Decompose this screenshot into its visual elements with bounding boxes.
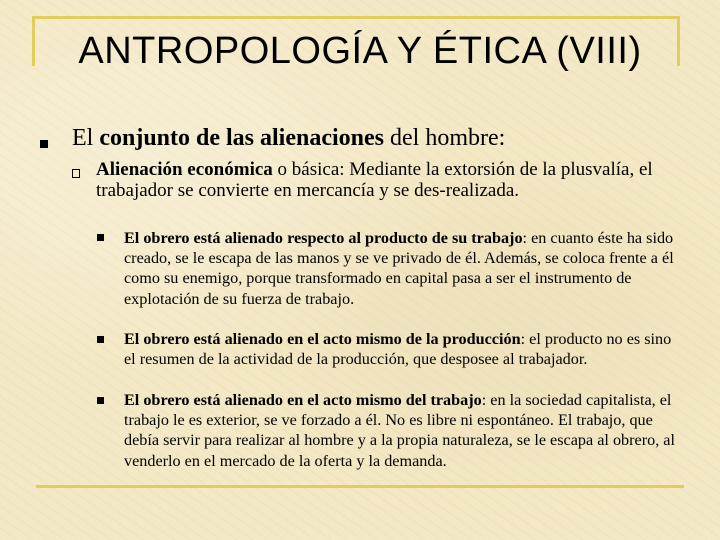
square-bullet-icon xyxy=(40,140,48,148)
level2-item xyxy=(96,159,656,201)
level3-item-3-text: : en la sociedad capitalista, el trabajo le es exterior, se ve forzado a él. No es libre ni espontáneo. El trabajo, que debía servir para realizar al hombre y a la propia naturaleza, se le escapa al obrero, al venderlo en el mercado de la oferta y la demanda. xyxy=(124,391,675,470)
level3-item-2 xyxy=(124,329,684,369)
level1-bold: conjunto de las alienaciones xyxy=(99,125,385,151)
frame-top-line xyxy=(32,16,680,19)
slide-title: ANTROPOLOGÍA Y ÉTICA (VIII) xyxy=(78,30,642,72)
hollow-square-bullet-icon xyxy=(72,169,80,178)
level3-item-3 xyxy=(124,390,684,471)
level2-text: o básica: Mediante la extorsión de la plusvalía, el trabajador se convierte en mercancía y se des-realizada. xyxy=(96,159,653,201)
square-bullet-icon xyxy=(97,336,104,343)
level1-tail: del hombre: xyxy=(384,125,506,151)
level3-item-2-bold: El obrero está alienado en el acto mismo de la producción xyxy=(124,330,521,348)
level3-item-1-bold: El obrero está alienado respecto al producto de su trabajo xyxy=(124,229,523,247)
level3-item-3-bold: El obrero está alienado en el acto mismo del trabajo xyxy=(124,391,482,409)
square-bullet-icon xyxy=(97,234,104,241)
level3-item-1-text: : en cuanto éste ha sido creado, se le escapa de las manos y se ve privado de él. Además, se coloca frente a él como su enemigo, porque transformado en capital pasa a ser el instrumento de explotación de su fuerza de trabajo. xyxy=(124,229,674,308)
level2-bold: Alienación económica xyxy=(96,159,273,180)
frame-bottom-line xyxy=(36,485,684,488)
level3-item-2-text: : el producto no es sino el resumen de la actividad de la producción, que desposee al trabajador. xyxy=(124,330,672,369)
level1-item xyxy=(72,124,505,152)
square-bullet-icon xyxy=(97,397,104,404)
level1-lead: El xyxy=(72,125,100,151)
level3-item-1 xyxy=(124,228,684,309)
